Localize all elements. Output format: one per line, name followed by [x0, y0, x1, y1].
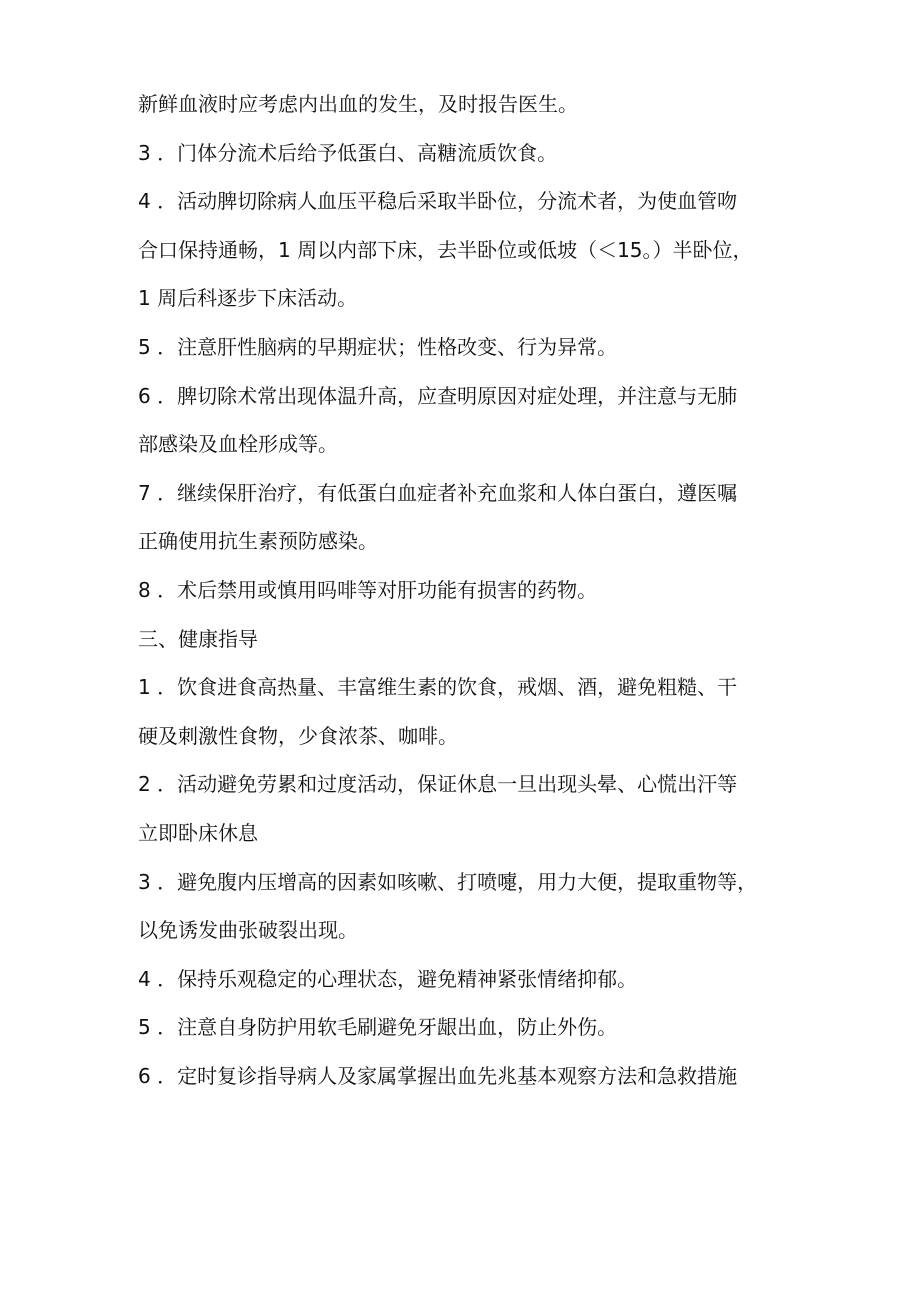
text-line: 3 ．门体分流术后给予低蛋白、高糖流质饮食。 — [138, 140, 558, 165]
text-line: 1 周后科逐步下床活动。 — [138, 286, 358, 311]
text-line: 7 ．继续保肝治疗，有低蛋白血症者补充血浆和人体白蛋白，遵医嘱 — [138, 480, 738, 505]
text-line: 2 ．活动避免劳累和过度活动，保证休息一旦出现头晕、心慌出汗等 — [138, 772, 738, 797]
text-line: 1 ．饮食进食高热量、丰富维生素的饮食，戒烟、酒，避免粗糙、干 — [138, 675, 738, 700]
text-line: 5 ．注意肝性脑病的早期症状；性格改变、行为异常。 — [138, 334, 618, 359]
text-line: 4 ．活动脾切除病人血压平稳后采取半卧位，分流术者，为使血管吻 — [138, 189, 738, 214]
text-line: 8 ．术后禁用或慎用吗啡等对肝功能有损害的药物。 — [138, 577, 598, 602]
text-line: 3 ．避免腹内压增高的因素如咳嗽、打喷嚏，用力大便，提取重物等， — [138, 869, 758, 894]
text-line: 4 ．保持乐观稳定的心理状态，避免精神紧张情绪抑郁。 — [138, 966, 638, 991]
text-line: 新鲜血液时应考虑内出血的发生，及时报告医生。 — [138, 92, 578, 116]
text-line: 正确使用抗生素预防感染。 — [138, 529, 378, 554]
text-line: 6 ．脾切除术常出现体温升高，应查明原因对症处理，并注意与无肺 — [138, 383, 738, 408]
text-line: 部感染及血栓形成等。 — [138, 432, 338, 457]
text-line: 硬及刺激性食物，少食浓茶、咖啡。 — [138, 723, 458, 748]
section-heading: 三、健康指导 — [138, 626, 258, 651]
text-line: 以免诱发曲张破裂出现。 — [138, 918, 358, 943]
text-line: 6 ．定时复诊指导病人及家属掌握出血先兆基本观察方法和急救措施 — [138, 1063, 738, 1088]
text-line: 5 ．注意自身防护用软毛刷避免牙龈出血，防止外伤。 — [138, 1015, 618, 1040]
text-line: 立即卧床休息 — [138, 820, 258, 845]
text-line: 合口保持通畅，1 周以内部下床，去半卧位或低坡（＜15。）半卧位， — [138, 237, 753, 262]
document-body — [138, 92, 798, 1112]
